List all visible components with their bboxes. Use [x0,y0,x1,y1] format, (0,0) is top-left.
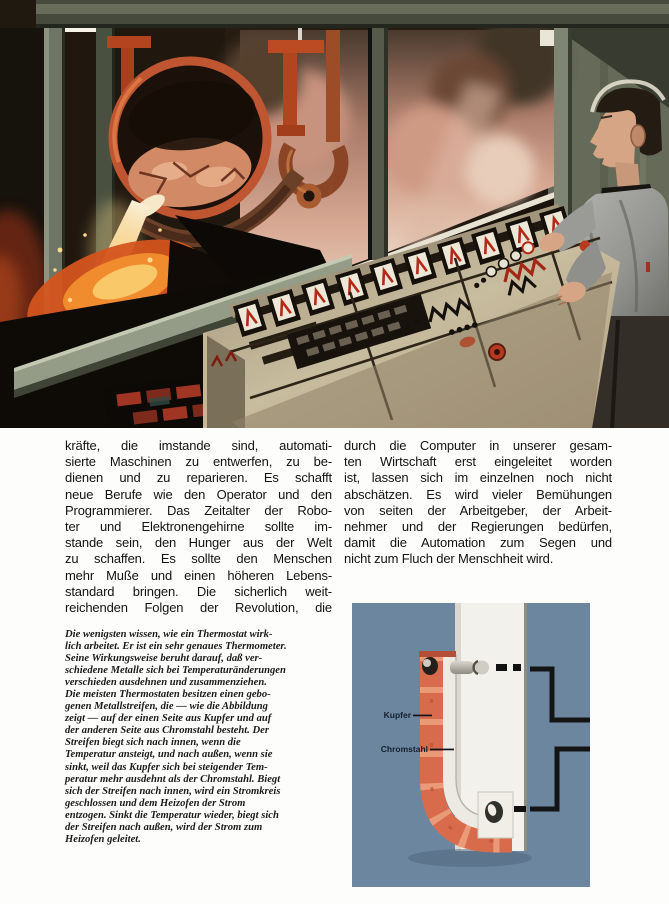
text-line: dienen und zu reparieren. Es schafft [65,470,332,486]
caption-line: der Streifen nach außen, wird der Strom zum [65,821,263,833]
caption-line: Die meisten Thermostaten besitzen einen gebo- [65,689,271,701]
caption-line: Heizofen geleitet. [65,833,141,845]
text-line: nehmer und der Regierungen bedürfen, [344,519,612,535]
text-line: reichenden Folgen der Revolution, die [65,600,332,616]
caption-line: entzogen. Sinkt die Temperatur wieder, biegt sich [65,809,279,821]
caption-line: Streifen biegt sich nach innen, wenn die [65,737,241,749]
caption-line: verschieden ausdehnen und zusammenziehen. [65,677,267,689]
text-line: Programmierer. Das Zeitalter der Robo- [65,502,332,518]
text-line: zu schaffen. Es sollte den Menschen [65,551,332,567]
text-line: von seiten der Arbeitgeber, der Arbeit- [344,502,612,518]
caption-line: der anderen Seite aus Chromstahl besteht. Der [65,725,269,737]
text-line: nicht zum Fluch der Menschheit wird. [344,551,554,567]
caption-line: zeigt — auf der einen Seite aus Kupfer und auf [65,713,272,725]
caption-line: Die wenigsten wissen, wie ein Thermostat wirk- [65,629,273,640]
left-text-column [65,438,332,616]
ear [631,125,645,147]
text-line: sierte Maschinen zu entwerfen, zu be- [65,454,332,470]
caption-line: lich arbeitet. Er ist ein sehr genaues Thermometer. [65,641,287,653]
label-kupfer: Kupfer [383,710,411,720]
text-line: neue Berufe wie den Operator und den [65,486,332,502]
text-line: ten Wirtschaft erst eingeleitet worden [344,454,612,470]
label-chromstahl: Chromstahl [380,744,428,754]
text-line: ter und Elektronengehirne sollte im- [65,519,332,535]
text-line: abschätzen. Es wird vieler Bemühungen [344,486,612,502]
caption-line: geschlossen und dem Heizofen der Strom [65,797,246,809]
thermostat-diagram [352,600,592,892]
text-line: ist, lassen sich im einzelnen noch nicht [344,470,612,486]
thermostat-caption [65,629,327,846]
text-line: stande sein, den Hunger aus der Welt [65,535,332,551]
caption-line: peratur mehr ausdehnt als der Chromstahl. Biegt [65,773,281,785]
foundry-illustration [0,0,669,428]
text-line: mehr Muße und einen höheren Lebens- [65,567,332,583]
right-text-column [344,438,612,568]
text-line: damit die Automation zum Segen und [344,535,612,551]
text-line: standard bringen. Die sicherlich weit- [65,583,332,599]
caption-line: Temperatur ansteigt, und nach außen, wenn sie [65,749,273,761]
caption-line: schiedene Metalle sich bei Temperaturänderungen [65,665,286,677]
caption-line: genen Metallstreifen, die — wie die Abbildung [65,701,268,713]
caption-line: Seine Wirkungsweise beruht darauf, daß ver- [65,653,263,665]
text-line: kräfte, die imstande sind, automati- [65,438,332,453]
caption-line: sich der Streifen nach innen, wird ein Stromkreis [65,785,281,797]
caption-line: sinkt, weil das Kupfer sich bei steigender Tem- [65,761,268,773]
text-line: durch die Computer in unserer gesam- [344,438,612,453]
